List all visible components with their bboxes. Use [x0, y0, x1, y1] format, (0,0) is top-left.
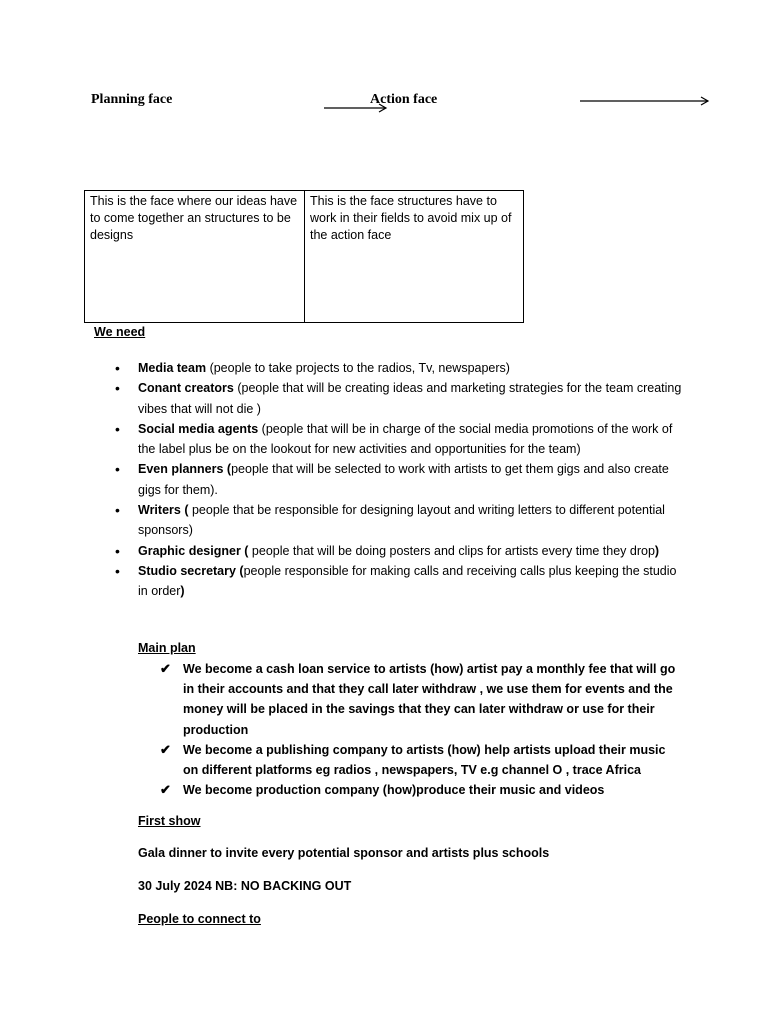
role-description: (people to take projects to the radios, Tv, newspapers) — [206, 361, 510, 375]
event-date-text: 30 July 2024 NB: NO BACKING OUT — [138, 879, 352, 893]
role-description: people that will be selected to work with artists to get them gigs and also create gigs for them). — [138, 462, 669, 497]
role-description: people that be responsible for designing layout and writing letters to different potential sponsors) — [138, 503, 665, 538]
bullet-icon: • — [115, 562, 120, 579]
role-title: Writers ( — [138, 503, 189, 518]
planning-face-description: This is the face where our ideas have to come together an structures to be designs — [90, 194, 298, 242]
needs-list-item — [113, 561, 688, 602]
plan-list-item — [158, 659, 678, 740]
plan-item-text: We become a cash loan service to artists (how) artist pay a monthly fee that will go in their accounts and that they call later withdraw , we use them for events and the money will be placed in the savings that they can later withdraw or use for their production — [183, 662, 676, 737]
bullet-icon: • — [115, 542, 120, 559]
plan-list-item — [158, 780, 678, 800]
first-show-heading: First show — [138, 814, 201, 828]
needs-list-item — [113, 500, 688, 541]
plan-item-text: We become production company (how)produce their music and videos — [183, 783, 605, 798]
role-title: Conant creators — [138, 381, 234, 396]
role-title: Social media agents — [138, 421, 259, 436]
bullet-icon: • — [115, 360, 120, 376]
needs-list-item — [113, 358, 688, 378]
role-title: Studio secretary ( — [138, 563, 244, 578]
plan-list-item — [158, 740, 678, 780]
bullet-icon: • — [115, 380, 120, 397]
role-title: Even planners ( — [138, 462, 232, 477]
plan-item-text: We become a publishing company to artists (how) help artists upload their music on different platforms eg radios , newspapers, TV e.g channel O , trace Africa — [183, 742, 666, 778]
checkmark-icon: ✔ — [160, 741, 171, 757]
role-description: people that will be doing posters and clips for artists every time they drop — [248, 543, 655, 558]
people-to-connect-heading: People to connect to — [138, 912, 261, 926]
highlighted-arrow-icon — [574, 88, 718, 114]
faces-table — [84, 190, 524, 323]
bullet-icon: • — [115, 502, 120, 519]
role-title: Media team — [138, 361, 207, 375]
bullet-icon: • — [115, 420, 120, 437]
role-closing-paren: ) — [654, 543, 660, 558]
planning-face-heading: Planning face — [91, 92, 173, 107]
checkmark-icon: ✔ — [160, 782, 171, 798]
gala-dinner-text: Gala dinner to invite every potential sponsor and artists plus schools — [138, 846, 550, 860]
role-description: people responsible for making calls and receiving calls plus keeping the studio in order — [138, 563, 677, 599]
role-description: (people that will be in charge of the social media promotions of the work of the label plus be on the lookout for new activities and opportunities for the team) — [138, 421, 673, 457]
checkmark-icon: ✔ — [160, 661, 171, 676]
needs-list — [113, 358, 688, 602]
role-title: Graphic designer ( — [138, 543, 249, 558]
bullet-icon: • — [115, 461, 120, 478]
needs-list-item — [113, 459, 688, 500]
needs-list-item — [113, 378, 688, 419]
role-description: (people that will be creating ideas and marketing strategies for the team creating vibes that will not die ) — [138, 381, 682, 416]
action-face-heading: Action face — [370, 92, 438, 107]
action-face-description: This is the face structures have to work in their fields to avoid mix up of the action face — [304, 191, 523, 322]
main-plan-list — [158, 659, 678, 800]
role-closing-paren: ) — [180, 584, 185, 599]
needs-list-item — [113, 541, 688, 561]
we-need-heading: We need — [94, 325, 146, 339]
main-plan-heading: Main plan — [138, 641, 196, 655]
needs-list-item — [113, 419, 688, 460]
